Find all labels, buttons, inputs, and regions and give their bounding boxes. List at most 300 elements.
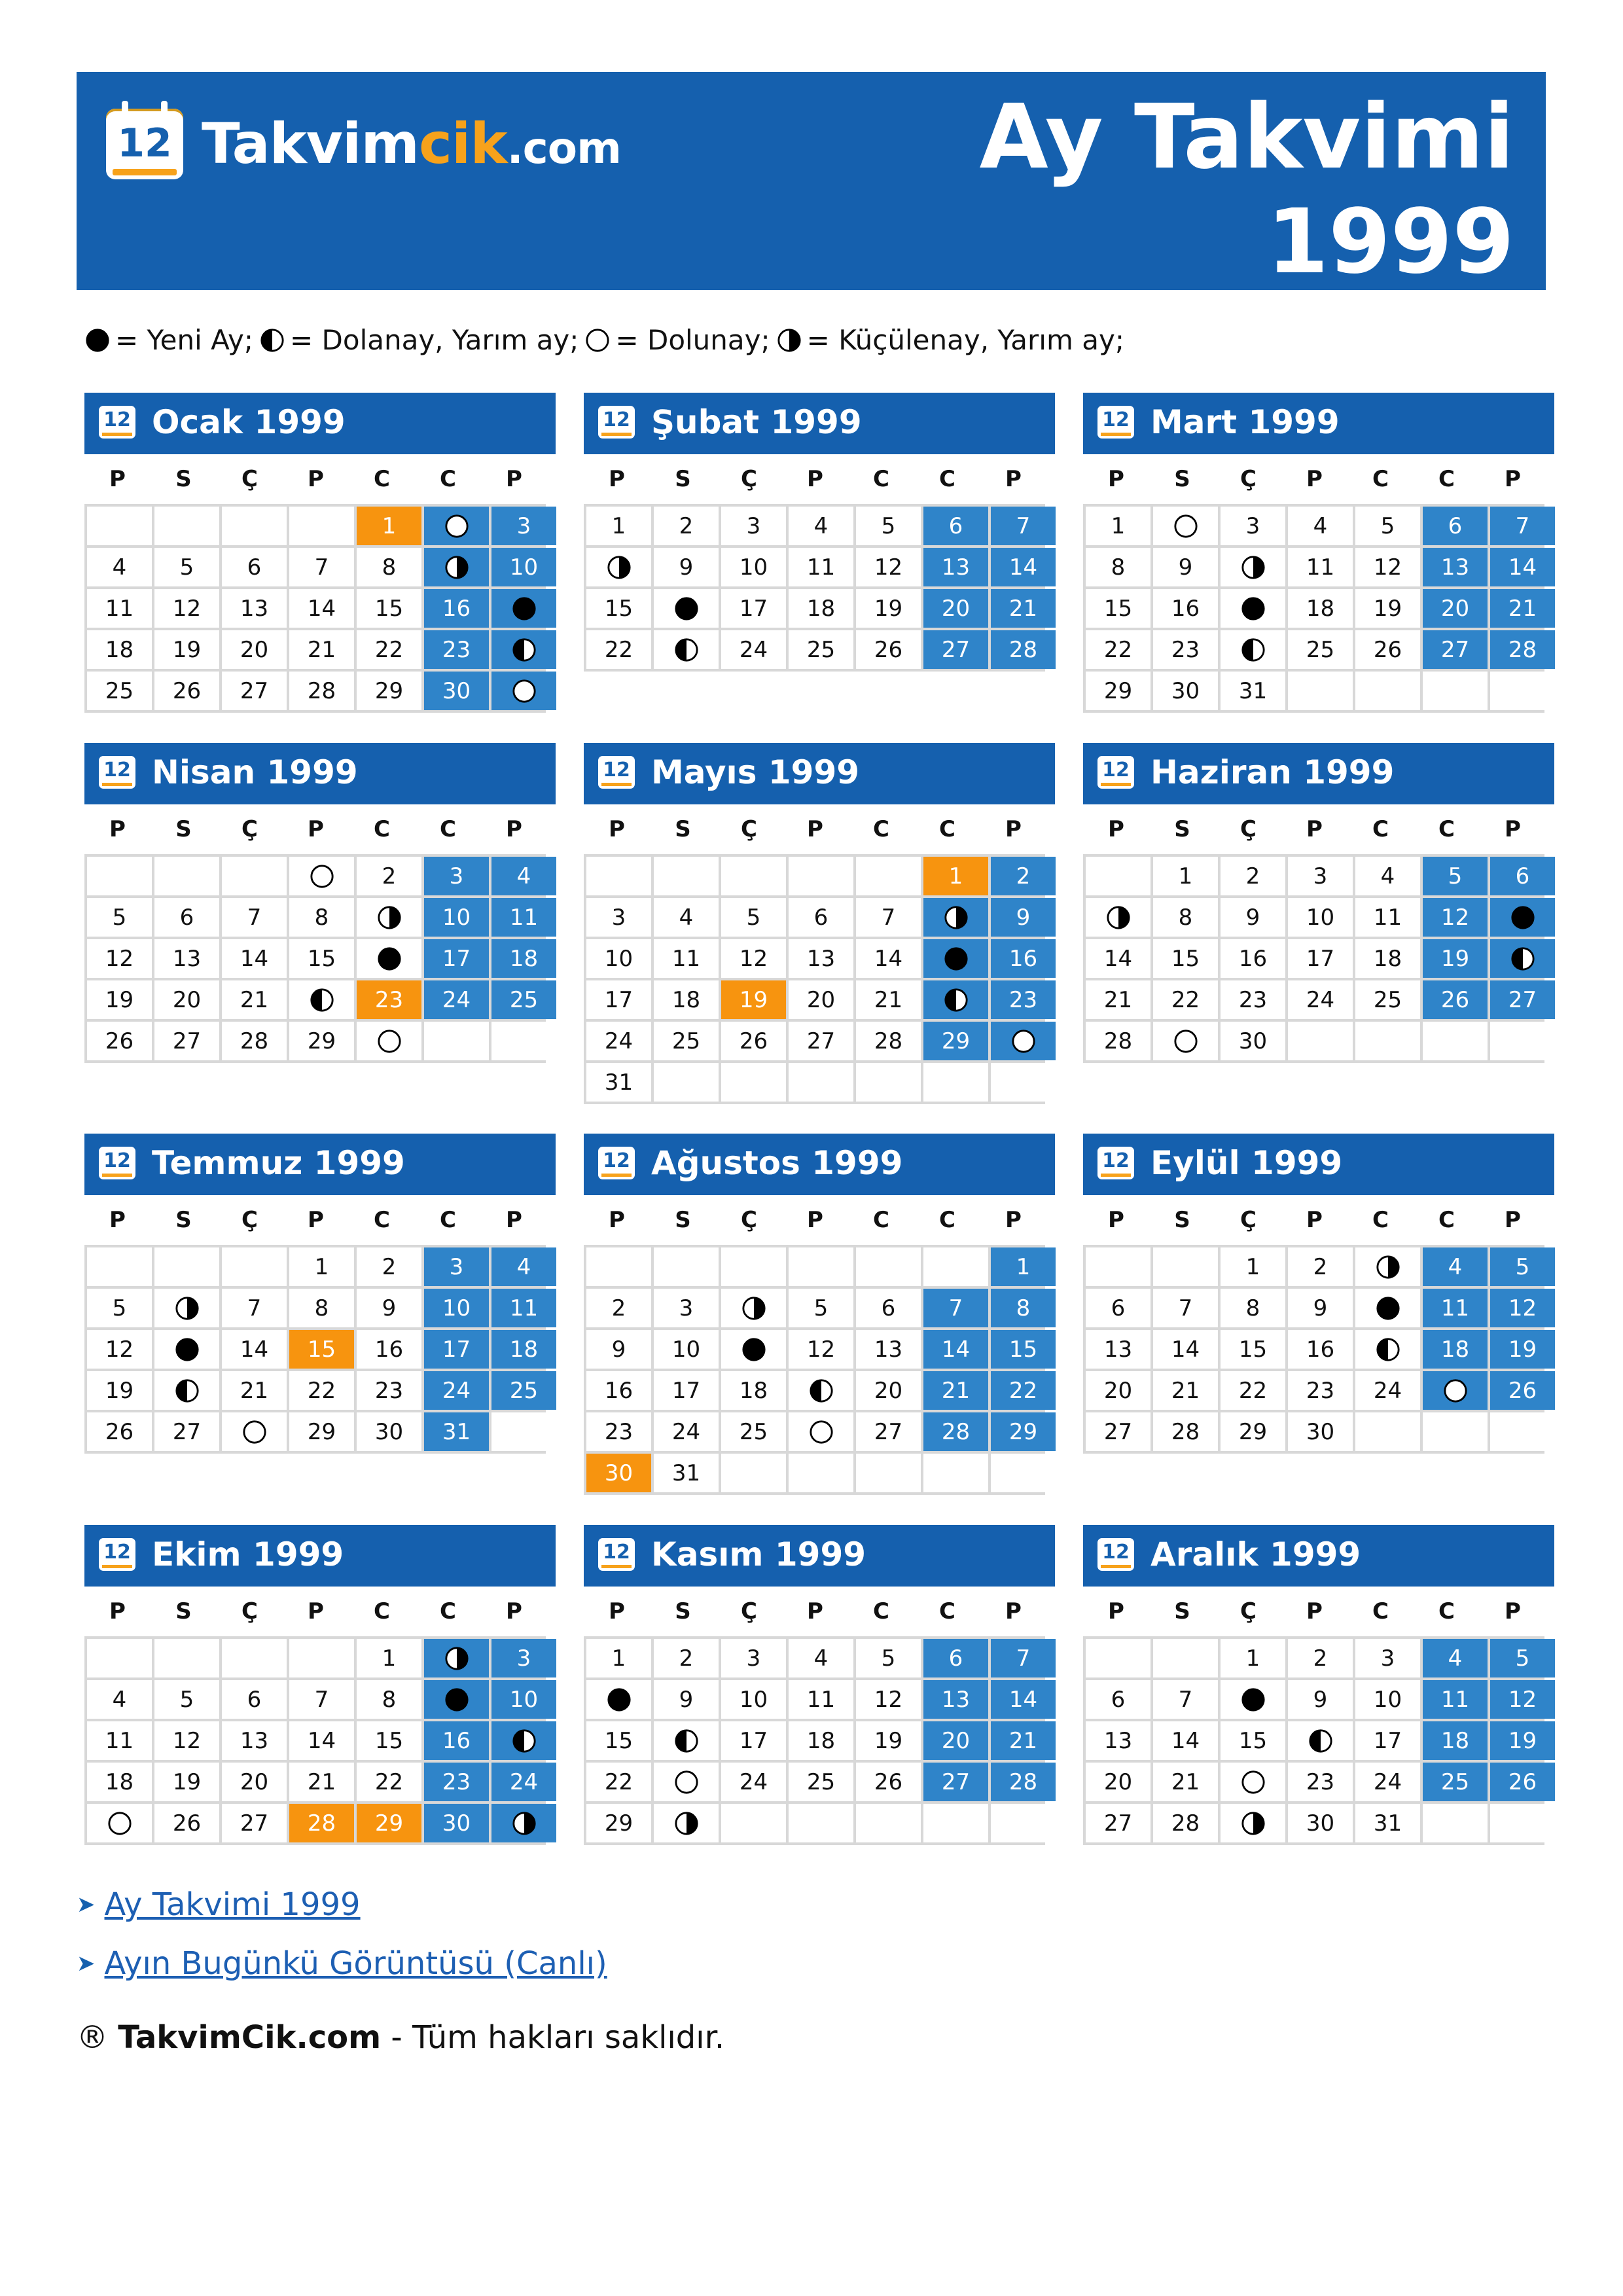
day-cell: 5	[1423, 857, 1488, 895]
empty-day-cell	[1355, 1022, 1420, 1060]
moon-calendar-link[interactable]: Ay Takvimi 1999	[104, 1886, 361, 1923]
day-cell: 10	[424, 898, 489, 937]
day-cell: 26	[87, 1022, 152, 1060]
month-block	[584, 743, 1055, 1104]
day-cell: 24	[721, 1763, 786, 1801]
day-cell: 15	[1221, 1721, 1285, 1760]
day-cell: 15	[357, 589, 421, 628]
day-cell: 25	[789, 1763, 853, 1801]
weekday-label: P	[807, 1598, 823, 1624]
full-moon-icon	[107, 1811, 132, 1836]
day-cell	[424, 1680, 489, 1719]
day-cell: 7	[991, 507, 1056, 545]
day-cell: 22	[357, 630, 421, 669]
empty-day-cell	[586, 1247, 651, 1286]
month-header	[84, 393, 556, 454]
calendar-icon: 12	[598, 1147, 635, 1179]
day-cell	[654, 589, 719, 628]
day-cell: 14	[991, 548, 1056, 586]
day-cell: 12	[154, 1721, 219, 1760]
day-cell: 30	[586, 1454, 651, 1492]
weekday-label: C	[1372, 816, 1389, 842]
moon-today-link[interactable]: Ayın Bugünkü Görüntüsü (Canlı)	[104, 1945, 607, 1982]
brand-logo[interactable]	[106, 108, 621, 180]
day-grid	[584, 1636, 1045, 1845]
empty-day-cell	[1086, 857, 1150, 895]
month-header	[1083, 1134, 1554, 1195]
full-moon-icon	[512, 679, 537, 704]
weekday-label: S	[675, 1598, 691, 1624]
day-grid	[1083, 854, 1544, 1063]
empty-day-cell	[991, 1063, 1056, 1102]
full-moon-icon	[585, 328, 610, 353]
calendar-icon: 12	[99, 1538, 135, 1571]
new-moon-icon	[607, 1687, 632, 1712]
day-cell: 14	[923, 1330, 988, 1369]
day-grid	[584, 854, 1045, 1104]
day-cell: 12	[87, 939, 152, 978]
day-cell: 21	[222, 1371, 287, 1410]
weekday-label: P	[1306, 1207, 1323, 1233]
day-cell: 21	[289, 1763, 354, 1801]
day-cell: 6	[1086, 1289, 1150, 1327]
day-cell: 4	[87, 1680, 152, 1719]
day-cell: 20	[789, 980, 853, 1019]
day-cell: 30	[357, 1412, 421, 1451]
day-cell: 29	[1221, 1412, 1285, 1451]
day-cell: 3	[491, 1639, 556, 1677]
weekday-label: C	[939, 1207, 955, 1233]
calendar-icon: 12	[598, 406, 635, 439]
weekday-row	[84, 1587, 556, 1636]
first-quarter-icon	[310, 988, 334, 1013]
day-cell: 10	[491, 548, 556, 586]
day-cell	[1221, 589, 1285, 628]
day-cell: 4	[1355, 857, 1420, 895]
weekday-label: C	[873, 816, 889, 842]
day-cell: 7	[991, 1639, 1056, 1677]
day-cell: 4	[491, 1247, 556, 1286]
day-cell: 29	[357, 1804, 421, 1842]
day-cell: 26	[87, 1412, 152, 1451]
weekday-label: P	[807, 466, 823, 492]
day-cell: 21	[991, 1721, 1056, 1760]
day-cell: 29	[357, 672, 421, 710]
day-cell: 27	[154, 1022, 219, 1060]
empty-day-cell	[721, 1804, 786, 1842]
day-cell: 23	[424, 1763, 489, 1801]
day-cell: 5	[856, 1639, 921, 1677]
new-moon-icon	[512, 596, 537, 621]
weekday-label: C	[1438, 1598, 1455, 1624]
empty-day-cell	[721, 1063, 786, 1102]
weekday-label: Ç	[241, 1207, 258, 1233]
day-cell: 19	[721, 980, 786, 1019]
weekday-label: C	[440, 816, 456, 842]
day-cell: 17	[586, 980, 651, 1019]
day-cell: 21	[856, 980, 921, 1019]
day-cell: 5	[154, 1680, 219, 1719]
day-cell: 13	[789, 939, 853, 978]
new-moon-icon	[85, 328, 110, 353]
day-cell: 17	[654, 1371, 719, 1410]
last-quarter-icon	[1106, 905, 1131, 930]
weekday-label: P	[1005, 816, 1022, 842]
day-cell	[357, 939, 421, 978]
weekday-label: C	[939, 1598, 955, 1624]
weekday-label: C	[873, 1598, 889, 1624]
month-block	[84, 393, 556, 713]
day-cell: 7	[856, 898, 921, 937]
weekday-label: Ç	[1240, 816, 1257, 842]
day-cell: 3	[1355, 1639, 1420, 1677]
day-cell: 14	[856, 939, 921, 978]
day-cell: 4	[1288, 507, 1353, 545]
day-cell: 19	[856, 589, 921, 628]
day-cell: 25	[491, 980, 556, 1019]
calendar-icon: 12	[598, 1538, 635, 1571]
day-cell: 29	[991, 1412, 1056, 1451]
month-header	[84, 743, 556, 804]
weekday-label: C	[1372, 1598, 1389, 1624]
day-cell: 4	[789, 1639, 853, 1677]
day-cell: 19	[1490, 1721, 1555, 1760]
empty-day-cell	[1355, 672, 1420, 710]
day-cell: 30	[1288, 1804, 1353, 1842]
month-header	[1083, 393, 1554, 454]
month-title: Şubat 1999	[651, 403, 862, 441]
day-cell	[654, 1763, 719, 1801]
day-cell: 7	[1490, 507, 1555, 545]
last-quarter-icon	[777, 328, 802, 353]
legend-item: = Küçülenay, Yarım ay;	[777, 321, 1124, 360]
day-cell: 16	[1288, 1330, 1353, 1369]
day-cell: 9	[654, 548, 719, 586]
day-cell	[1355, 1247, 1420, 1286]
day-cell: 10	[721, 1680, 786, 1719]
day-cell: 15	[289, 1330, 354, 1369]
day-cell: 11	[789, 1680, 853, 1719]
day-cell: 28	[1086, 1022, 1150, 1060]
weekday-label: P	[506, 816, 522, 842]
month-title: Ekim 1999	[152, 1535, 344, 1573]
weekday-label: Ç	[241, 1598, 258, 1624]
day-cell	[357, 1022, 421, 1060]
weekday-label: P	[609, 1598, 625, 1624]
day-cell: 15	[586, 589, 651, 628]
first-quarter-icon	[1241, 637, 1266, 662]
empty-day-cell	[1423, 1804, 1488, 1842]
day-cell: 1	[1221, 1247, 1285, 1286]
day-cell: 11	[1288, 548, 1353, 586]
month-title: Ocak 1999	[152, 403, 346, 441]
day-cell	[87, 1804, 152, 1842]
day-cell: 18	[789, 589, 853, 628]
day-cell: 22	[586, 630, 651, 669]
weekday-label: Ç	[1240, 1207, 1257, 1233]
day-cell: 12	[87, 1330, 152, 1369]
day-cell: 3	[654, 1289, 719, 1327]
new-moon-icon	[674, 596, 699, 621]
weekday-label: C	[873, 466, 889, 492]
day-cell: 26	[1423, 980, 1488, 1019]
empty-day-cell	[154, 1247, 219, 1286]
day-cell: 27	[222, 672, 287, 710]
weekday-label: C	[1438, 816, 1455, 842]
full-moon-icon	[377, 1029, 402, 1054]
weekday-label: P	[109, 466, 126, 492]
day-cell	[586, 1680, 651, 1719]
weekday-label: S	[1174, 1598, 1190, 1624]
month-title: Haziran 1999	[1150, 753, 1395, 791]
month-header	[84, 1134, 556, 1195]
weekday-label: P	[1005, 1207, 1022, 1233]
day-cell: 14	[289, 589, 354, 628]
calendar-icon: 12	[1097, 756, 1134, 789]
last-quarter-icon	[444, 555, 469, 580]
day-cell: 3	[424, 1247, 489, 1286]
day-cell: 1	[357, 507, 421, 545]
day-cell: 3	[721, 507, 786, 545]
weekday-label: P	[1306, 466, 1323, 492]
first-quarter-icon	[809, 1378, 834, 1403]
day-cell: 31	[654, 1454, 719, 1492]
day-cell: 10	[586, 939, 651, 978]
day-cell: 18	[1423, 1330, 1488, 1369]
arrow-right-icon: ➤	[77, 1892, 96, 1918]
day-cell: 27	[1423, 630, 1488, 669]
day-cell	[357, 898, 421, 937]
day-cell: 2	[991, 857, 1056, 895]
day-cell: 18	[491, 1330, 556, 1369]
day-cell: 12	[856, 1680, 921, 1719]
month-block	[1083, 1525, 1554, 1845]
day-cell: 22	[1086, 630, 1150, 669]
day-cell: 13	[1423, 548, 1488, 586]
weekday-label: S	[175, 466, 192, 492]
day-cell	[1490, 939, 1555, 978]
day-cell: 9	[1288, 1289, 1353, 1327]
day-cell: 7	[1153, 1289, 1218, 1327]
empty-day-cell	[1490, 1412, 1555, 1451]
day-cell	[1153, 1022, 1218, 1060]
day-cell: 9	[654, 1680, 719, 1719]
day-cell: 8	[289, 1289, 354, 1327]
new-moon-icon	[1376, 1296, 1400, 1321]
day-cell	[654, 630, 719, 669]
empty-day-cell	[991, 1804, 1056, 1842]
last-quarter-icon	[607, 555, 632, 580]
day-grid	[84, 854, 546, 1063]
day-cell: 10	[721, 548, 786, 586]
last-quarter-icon	[674, 1811, 699, 1836]
weekday-row	[584, 804, 1055, 854]
day-cell: 24	[586, 1022, 651, 1060]
empty-day-cell	[654, 1063, 719, 1102]
day-cell: 5	[1355, 507, 1420, 545]
page-title: Ay Takvimi 1999	[979, 86, 1514, 294]
day-cell	[923, 898, 988, 937]
day-cell: 4	[654, 898, 719, 937]
day-cell: 18	[721, 1371, 786, 1410]
new-moon-icon	[1241, 1687, 1266, 1712]
day-cell: 5	[154, 548, 219, 586]
day-cell: 11	[654, 939, 719, 978]
empty-day-cell	[87, 1639, 152, 1677]
empty-day-cell	[856, 857, 921, 895]
day-cell: 9	[357, 1289, 421, 1327]
day-cell: 23	[586, 1412, 651, 1451]
day-cell: 4	[87, 548, 152, 586]
month-title: Kasım 1999	[651, 1535, 866, 1573]
day-cell: 24	[1355, 1763, 1420, 1801]
day-cell: 26	[154, 1804, 219, 1842]
weekday-row	[584, 1587, 1055, 1636]
day-cell: 8	[357, 1680, 421, 1719]
day-cell: 16	[424, 1721, 489, 1760]
empty-day-cell	[789, 1247, 853, 1286]
weekday-label: Ç	[1240, 1598, 1257, 1624]
last-quarter-icon	[377, 905, 402, 930]
day-cell: 28	[1490, 630, 1555, 669]
day-cell: 21	[1153, 1371, 1218, 1410]
day-cell: 7	[222, 898, 287, 937]
empty-day-cell	[87, 1247, 152, 1286]
day-cell	[1221, 1763, 1285, 1801]
day-cell	[491, 630, 556, 669]
month-header	[84, 1525, 556, 1587]
copyright-footer: ® TakvimCik.com - Tüm hakları saklıdır.	[77, 2019, 725, 2056]
day-cell: 28	[289, 672, 354, 710]
new-moon-icon	[444, 1687, 469, 1712]
day-cell: 5	[1490, 1247, 1555, 1286]
empty-day-cell	[654, 857, 719, 895]
month-title: Ağustos 1999	[651, 1144, 903, 1182]
day-cell: 7	[1153, 1680, 1218, 1719]
empty-day-cell	[289, 1639, 354, 1677]
day-cell: 6	[1423, 507, 1488, 545]
day-cell	[1221, 1804, 1285, 1842]
day-cell: 15	[1221, 1330, 1285, 1369]
day-cell: 31	[1221, 672, 1285, 710]
weekday-label: P	[1005, 466, 1022, 492]
first-quarter-icon	[1308, 1729, 1333, 1753]
day-cell: 27	[923, 1763, 988, 1801]
day-cell: 20	[222, 630, 287, 669]
weekday-label: C	[939, 466, 955, 492]
empty-day-cell	[856, 1454, 921, 1492]
day-cell: 14	[222, 1330, 287, 1369]
day-cell: 28	[222, 1022, 287, 1060]
day-cell: 28	[991, 630, 1056, 669]
day-cell	[491, 1721, 556, 1760]
day-cell: 19	[856, 1721, 921, 1760]
month-title: Aralık 1999	[1150, 1535, 1361, 1573]
full-moon-icon	[1173, 514, 1198, 539]
day-cell: 30	[1153, 672, 1218, 710]
day-cell: 26	[1355, 630, 1420, 669]
month-block	[84, 1525, 556, 1845]
day-cell: 29	[586, 1804, 651, 1842]
day-cell: 28	[923, 1412, 988, 1451]
day-cell: 25	[1355, 980, 1420, 1019]
day-cell: 18	[1423, 1721, 1488, 1760]
day-grid	[1083, 1636, 1544, 1845]
weekday-label: Ç	[741, 1598, 757, 1624]
day-cell: 10	[1355, 1680, 1420, 1719]
last-quarter-icon	[1241, 1811, 1266, 1836]
day-cell: 25	[1423, 1763, 1488, 1801]
day-cell: 19	[1423, 939, 1488, 978]
weekday-label: P	[807, 816, 823, 842]
day-cell: 21	[289, 630, 354, 669]
weekday-label: C	[1372, 1207, 1389, 1233]
day-cell: 22	[586, 1763, 651, 1801]
day-cell: 3	[491, 507, 556, 545]
day-cell: 21	[1153, 1763, 1218, 1801]
day-cell: 29	[923, 1022, 988, 1060]
empty-day-cell	[721, 1454, 786, 1492]
empty-day-cell	[1355, 1412, 1420, 1451]
day-cell: 23	[357, 980, 421, 1019]
weekday-label: S	[675, 1207, 691, 1233]
day-cell: 24	[424, 980, 489, 1019]
day-cell: 9	[586, 1330, 651, 1369]
day-cell: 25	[491, 1371, 556, 1410]
day-cell: 14	[1153, 1721, 1218, 1760]
month-block	[84, 1134, 556, 1454]
day-cell	[586, 548, 651, 586]
weekday-label: Ç	[241, 816, 258, 842]
month-title: Eylül 1999	[1150, 1144, 1343, 1182]
empty-day-cell	[789, 857, 853, 895]
last-quarter-icon	[741, 1296, 766, 1321]
day-cell: 11	[1423, 1289, 1488, 1327]
weekday-label: S	[175, 1598, 192, 1624]
day-cell: 5	[87, 1289, 152, 1327]
first-quarter-icon	[1510, 946, 1535, 971]
day-cell: 22	[1153, 980, 1218, 1019]
day-cell: 7	[222, 1289, 287, 1327]
day-cell: 8	[1153, 898, 1218, 937]
weekday-label: P	[609, 816, 625, 842]
day-cell: 30	[424, 672, 489, 710]
weekday-label: Ç	[741, 466, 757, 492]
day-cell: 2	[586, 1289, 651, 1327]
day-cell: 2	[357, 857, 421, 895]
month-block	[1083, 743, 1554, 1063]
day-cell: 14	[222, 939, 287, 978]
day-cell: 15	[586, 1721, 651, 1760]
day-cell: 23	[1221, 980, 1285, 1019]
day-cell: 2	[357, 1247, 421, 1286]
day-cell	[654, 1804, 719, 1842]
legend-item: = Dolunay;	[585, 321, 770, 360]
full-moon-icon	[242, 1420, 267, 1444]
empty-day-cell	[87, 507, 152, 545]
day-cell: 20	[1086, 1763, 1150, 1801]
day-cell	[789, 1371, 853, 1410]
day-cell: 14	[991, 1680, 1056, 1719]
day-cell	[289, 857, 354, 895]
full-moon-icon	[1173, 1029, 1198, 1054]
month-title: Nisan 1999	[152, 753, 358, 791]
day-cell: 23	[1288, 1763, 1353, 1801]
day-cell: 12	[789, 1330, 853, 1369]
day-cell: 23	[424, 630, 489, 669]
empty-day-cell	[721, 857, 786, 895]
empty-day-cell	[1153, 1247, 1218, 1286]
